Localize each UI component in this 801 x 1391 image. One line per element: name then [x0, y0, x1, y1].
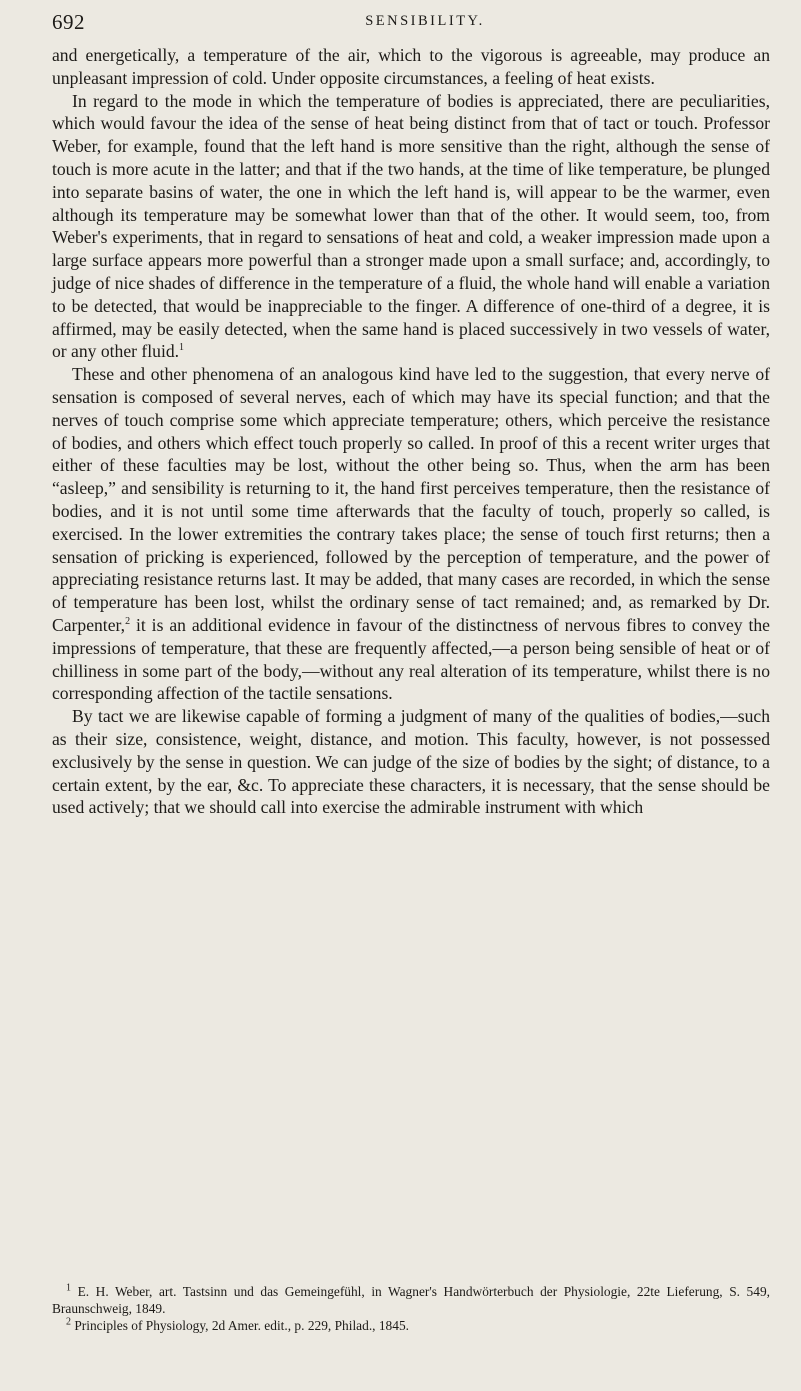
- footnote-mark: 1: [66, 1282, 71, 1294]
- footnote-reference: 1: [179, 342, 185, 354]
- page-number: 692: [52, 10, 85, 34]
- footnote-mark: 2: [66, 1316, 71, 1328]
- paragraph: [52, 363, 770, 705]
- running-head: [52, 6, 770, 34]
- footnote: [52, 1283, 770, 1317]
- footnote-reference: 2: [125, 616, 131, 628]
- paragraph-text: and energetically, a temperature of the air, which to the vigorous is agreeable, may produce an unpleasant impression of cold. Under opposite circumstances, a feeling of heat exists.: [52, 45, 770, 88]
- running-title: SENSIBILITY.: [365, 13, 485, 29]
- footnotes: [52, 1283, 770, 1334]
- body-text: [52, 44, 770, 819]
- paragraph: [52, 44, 770, 90]
- paragraph-text: By tact we are likewise capable of forming a judgment of many of the qualities of bodies,—such as their size, consistence, weight, distance, and motion. This faculty, however, is not possessed exclusively by the sense in question. We can judge of the size of bodies by the sight; of distance, to a certain extent, by the ear, &c. To appreciate these characters, it is necessary, that the sense should be used actively; that we should call into exercise the admirable instrument with which: [52, 706, 770, 818]
- paragraph: [52, 90, 770, 364]
- paragraph-text: it is an additional evidence in favour of the distinctness of nervous fibres to convey the impressions of temperature, that these are frequently affected,—a person being sensible of heat or of chilliness in some part of the body,—without any real alteration of its temperature, whilst there is no corresponding affection of the tactile sensations.: [52, 614, 770, 704]
- paragraph-text: In regard to the mode in which the temperature of bodies is appreciated, there are peculiarities, which would favour the idea of the sense of heat being distinct from that of tact or touch. Professor Weber, for example, found that the left hand is more sensitive than the right, although the sense of touch is more acute in the latter; and that if the two hands, at the time of like temperature, be plunged into separate basins of water, the one in which the left hand is, will appear to be the warmer, even although its temperature may be somewhat lower than that of the other. It would seem, too, from Weber's experiments, that in regard to sensations of heat and cold, a weaker impression made upon a large surface appears more powerful than a stronger made upon a small surface; and, accordingly, to judge of nice shades of difference in the temperature of a fluid, the whole hand will enable a variation to be detected, that would be inappreciable to the finger. A difference of one-third of a degree, it is affirmed, may be easily detected, when the same hand is placed successively in two vessels of water, or any other fluid.: [52, 90, 770, 362]
- paragraph: [52, 705, 770, 819]
- paragraph-text: These and other phenomena of an analogous kind have led to the suggestion, that every nerve of sensation is composed of several nerves, each of which may have its special function; and that the nerves of touch comprise some which appreciate temperature; others, which perceive the resistance of bodies, and others which effect touch properly so called. In proof of this a recent writer urges that either of these faculties may be lost, without the other being so. Thus, when the arm has been “asleep,” and sensibility is returning to it, the hand first perceives temperature, then the resistance of bodies, and it is not until some time afterwards that the faculty of touch, properly so called, is exercised. In the lower extremities the contrary takes place; the sense of touch first returns; then a sensation of pricking is experienced, followed by the perception of temperature, and the power of appreciating resistance returns last. It may be added, that many cases are recorded, in which the sense of temperature has been lost, whilst the ordinary sense of tact remained; and, as remarked by Dr. Carpenter,: [52, 364, 770, 635]
- footnote-text: E. H. Weber, art. Tastsinn und das Gemeingefühl, in Wagner's Handwörterbuch der Physiologie, 22te Lieferung, S. 549, Braunschweig, 1849.: [52, 1284, 770, 1316]
- footnote-text: Principles of Physiology, 2d Amer. edit., p. 229, Philad., 1845.: [74, 1318, 409, 1333]
- footnote: [52, 1317, 770, 1334]
